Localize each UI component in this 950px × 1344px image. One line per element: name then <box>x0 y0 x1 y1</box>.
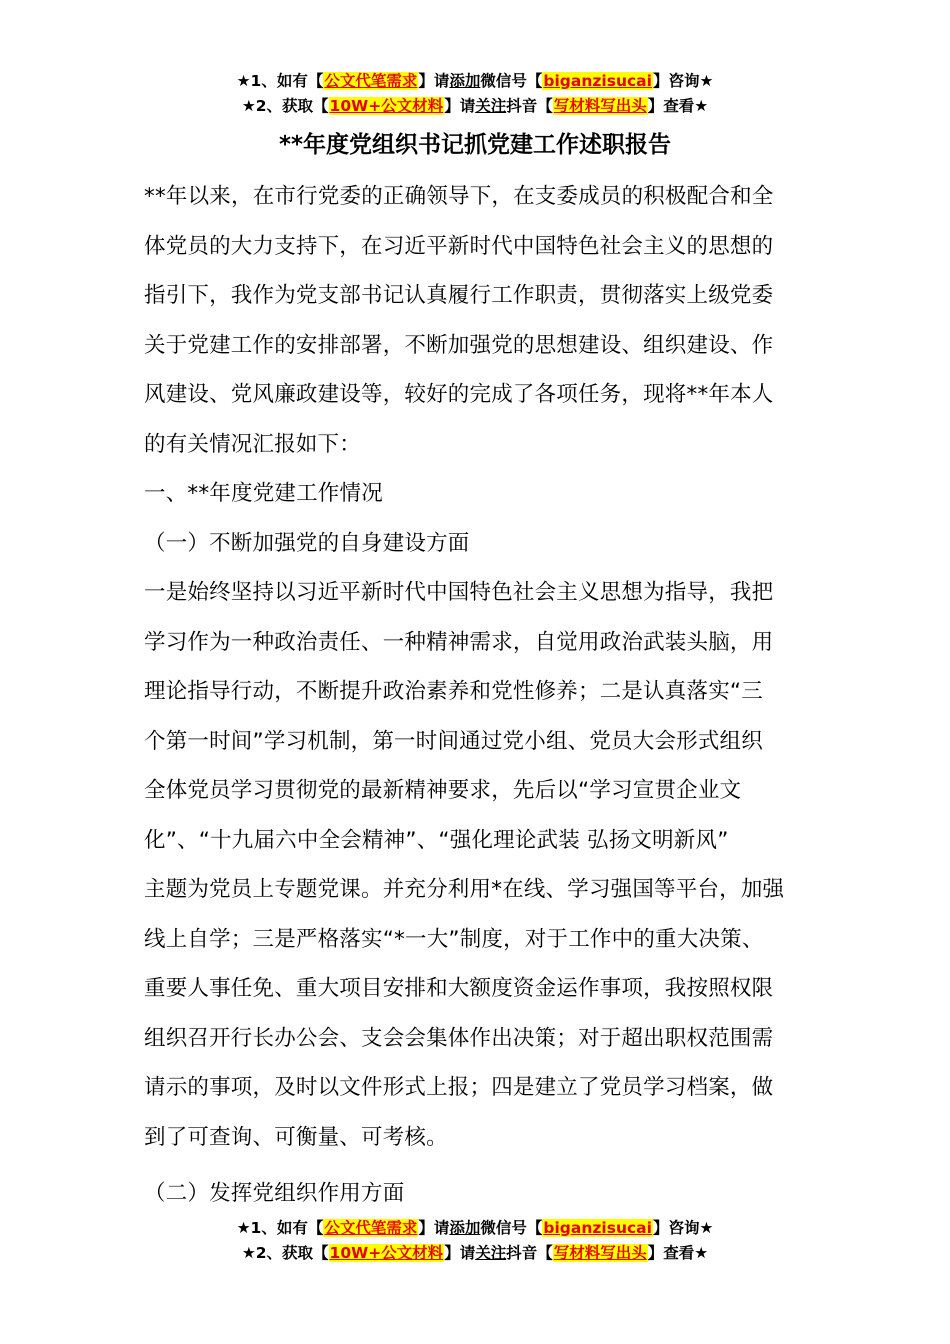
promo-highlight: 公文代笔需求 <box>324 1219 418 1237</box>
text-line: 主题为党员上专题党课。并充分利用*在线、学习强国等平台，加强 <box>144 877 785 902</box>
text-line: 学习作为一种政治责任、一种精神需求，自觉用政治武装头脑，用 <box>144 629 774 655</box>
promo-text: 】咨询★ <box>652 1219 714 1237</box>
promo-line-1 <box>0 1216 950 1241</box>
text-line: 风建设、党风廉政建设等，较好的完成了各项任务，现将**年本人 <box>144 382 774 407</box>
text-line: 一、**年度党建工作情况 <box>144 481 383 506</box>
text-line: 到了可查询、可衡量、可考核。 <box>144 1124 448 1150</box>
intro-paragraph <box>144 172 810 469</box>
promo-text: 】查看★ <box>647 97 709 115</box>
promo-banner-bottom <box>0 1216 950 1266</box>
promo-underline: 添加 <box>449 1219 481 1237</box>
promo-text: 抖音【 <box>506 97 553 115</box>
text-line: 体党员的大力支持下，在习近平新时代中国特色社会主义的思想的 <box>144 233 774 259</box>
text-line: 个第一时间”学习机制，第一时间通过党小组、党员大会形式组织 <box>144 728 763 754</box>
text-line: 关于党建工作的安排部署，不断加强党的思想建设、组织建设、作 <box>144 332 774 358</box>
promo-highlight-douyin-id: 写材料写出头 <box>553 97 647 115</box>
text-line: 一是始终坚持以习近平新时代中国特色社会主义思想为指导，我把 <box>144 580 774 605</box>
text-line: 请示的事项，及时以文件形式上报；四是建立了党员学习档案，做 <box>144 1075 774 1100</box>
promo-highlight: 公文代笔需求 <box>324 72 418 90</box>
promo-underline: 关注 <box>475 1244 507 1262</box>
document-title: **年度党组织书记抓党建工作述职报告 <box>278 132 672 158</box>
promo-text: 】咨询★ <box>652 72 714 90</box>
subsection-heading <box>144 1169 810 1219</box>
text-line: 组织召开行长办公会、支会会集体作出决策；对于超出职权范围需 <box>144 1025 774 1051</box>
promo-highlight: 10W+公文材料 <box>329 1244 444 1262</box>
text-line: 化”、“十九届六中全会精神”、“强化理论武装 弘扬文明新风” <box>144 827 729 853</box>
promo-text: 】查看★ <box>647 1244 709 1262</box>
promo-highlight-douyin-id: 写材料写出头 <box>553 1244 647 1262</box>
promo-text: 抖音【 <box>506 1244 553 1262</box>
promo-line-1 <box>0 69 950 94</box>
text-line: 线上自学；三是严格落实“*一大”制度，对于工作中的重大决策、 <box>144 926 764 952</box>
section-heading <box>144 469 810 519</box>
promo-text: 】请 <box>418 1219 450 1237</box>
promo-text: ★2、获取【 <box>241 1244 329 1262</box>
promo-text: 微信号【 <box>480 72 543 90</box>
text-line: **年以来，在市行党委的正确领导下，在支委成员的积极配合和全 <box>144 184 774 209</box>
promo-text: 微信号【 <box>480 1219 543 1237</box>
promo-text: ★2、获取【 <box>241 97 329 115</box>
text-line: 指引下，我作为党支部书记认真履行工作职责，贯彻落实上级党委 <box>144 283 774 308</box>
promo-highlight-wechat-id: biganzisucai <box>543 72 652 90</box>
promo-text: 】请 <box>418 72 450 90</box>
promo-highlight: 10W+公文材料 <box>329 97 444 115</box>
promo-underline: 添加 <box>449 72 481 90</box>
text-line: （二）发挥党组织作用方面 <box>144 1181 405 1206</box>
text-line: （一）不断加强党的自身建设方面 <box>144 530 470 556</box>
promo-line-2 <box>0 94 950 119</box>
promo-highlight-wechat-id: biganzisucai <box>543 1219 652 1237</box>
promo-text: 】请 <box>444 97 476 115</box>
promo-text: ★1、如有【 <box>236 72 324 90</box>
subsection-paragraph <box>144 568 810 1162</box>
text-line: 全体党员学习贯彻党的最新精神要求，先后以“学习宣贯企业文 <box>144 778 742 803</box>
promo-line-2 <box>0 1241 950 1266</box>
promo-banner-top <box>0 69 950 119</box>
promo-text: 】请 <box>444 1244 476 1262</box>
promo-underline: 关注 <box>475 97 507 115</box>
document-body <box>144 172 810 1219</box>
text-line: 的有关情况汇报如下： <box>144 431 362 457</box>
text-line: 重要人事任免、重大项目安排和大额度资金运作事项，我按照权限 <box>144 976 774 1001</box>
subsection-heading <box>144 519 810 569</box>
text-line: 理论指导行动，不断提升政治素养和党性修养；二是认真落实“三 <box>144 679 763 704</box>
promo-text: ★1、如有【 <box>236 1219 324 1237</box>
